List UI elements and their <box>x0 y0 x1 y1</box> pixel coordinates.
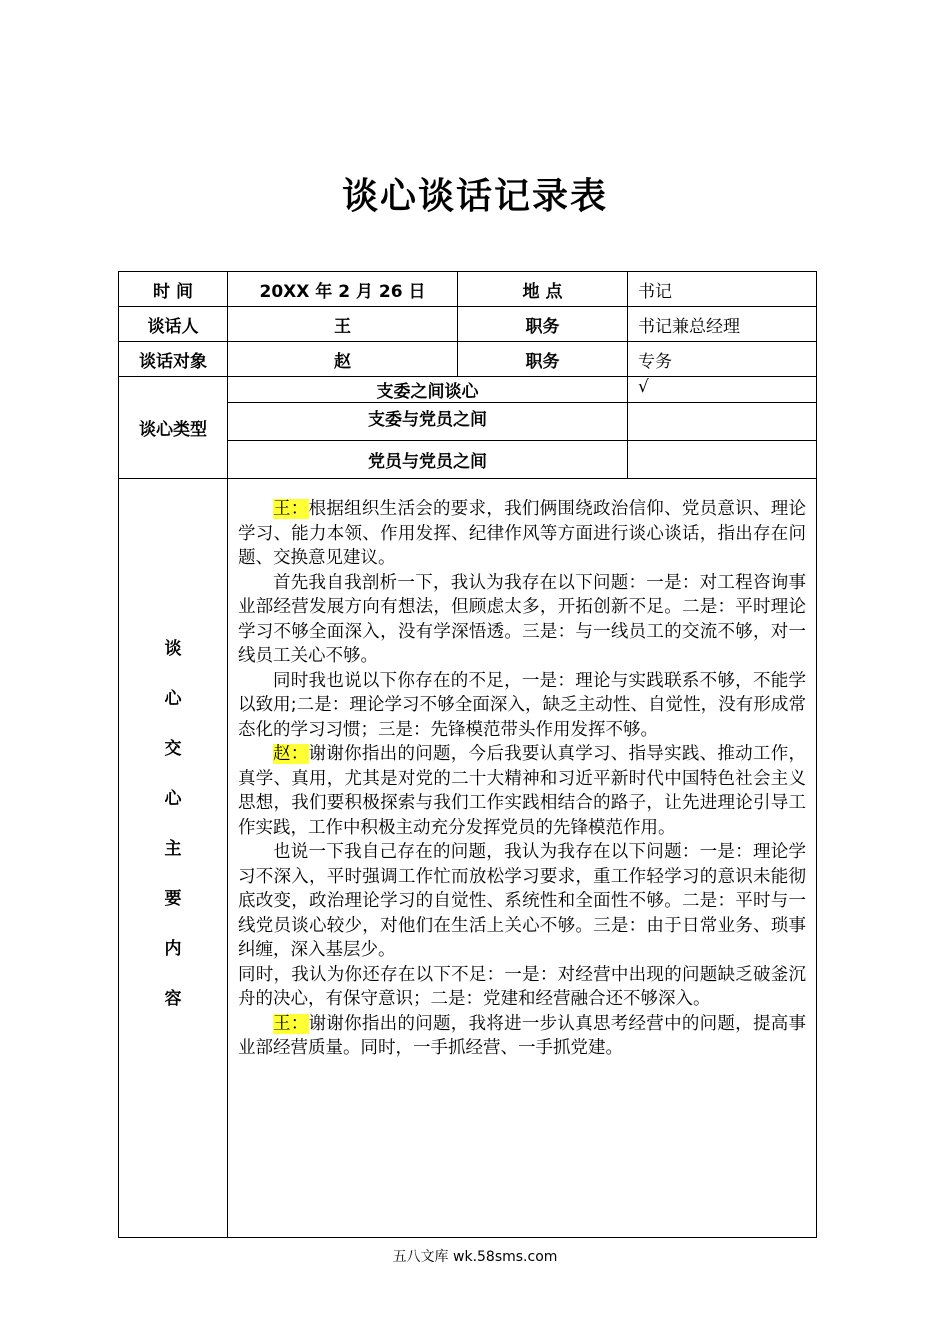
content-paragraph <box>238 840 806 963</box>
row-time <box>119 272 817 307</box>
speaker-duty-label: 职务 <box>458 307 628 342</box>
content-label-char: 容 <box>164 989 182 1009</box>
time-value: 20XX 年 2 月 26 日 <box>228 272 458 307</box>
speaker-label: 谈话人 <box>119 307 228 342</box>
paragraph-text: 同时，我认为你还存在以下不足：一是：对经营中出现的问题缺乏破釜沉舟的决心，有保守意识；二是：党建和经营融合还不够深入。 <box>238 964 806 1009</box>
paragraph-text: 也说一下我自己存在的问题，我认为我存在以下问题：一是：理论学习不深入，平时强调工作忙而放松学习要求，重工作轻学习的意识未能彻底改变，政治理论学习的自觉性、系统性和全面性不够。二是：平时与一线党员谈心较少，对他们在生活上关心不够。三是：由于日常业务、琐事纠缠，深入基层少。 <box>238 842 806 960</box>
content-label-char: 主 <box>164 839 182 859</box>
footer-watermark: 五八文库 wk.58sms.com <box>392 1249 558 1265</box>
row-target <box>119 342 817 377</box>
talk-type-option-3: 党员与党员之间 <box>228 441 628 479</box>
content-label-char: 要 <box>164 889 182 909</box>
paragraph-text: 同时我也说以下你存在的不足，一是：理论与实践联系不够，不能学以致用;二是：理论学习不够全面深入，缺乏主动性、自觉性，没有形成常态化的学习习惯；三是：先锋模范带头作用发挥不够。 <box>238 670 806 740</box>
content-paragraph <box>238 1012 806 1061</box>
target-value: 赵 <box>228 342 458 377</box>
paragraph-text: 首先我自我剖析一下，我认为我存在以下问题：一是：对工程咨询事业部经营发展方向有想法，但顾虑太多，开拓创新不足。二是：平时理论学习不够全面深入，没有学深悟透。三是：与一线员工的交流不够，对一线员工关心不够。 <box>238 572 806 666</box>
speaker-tag: 王： <box>273 1013 309 1034</box>
content-paragraph <box>238 669 806 743</box>
speaker-tag: 赵： <box>273 744 309 764</box>
row-speaker <box>119 307 817 342</box>
record-table <box>118 271 817 1238</box>
content-label-char: 内 <box>164 939 182 959</box>
content-label-char: 谈 <box>164 639 182 659</box>
content-paragraph <box>238 497 806 571</box>
talk-type-mark-2 <box>628 403 817 441</box>
talk-type-option-1: 支委之间谈心 <box>228 377 628 403</box>
paragraph-text: 根据组织生活会的要求，我们俩围绕政治信仰、党员意识、理论学习、能力本领、作用发挥、纪律作风等方面进行谈心谈话，指出存在问题、交换意见建议。 <box>238 499 807 568</box>
place-label: 地 点 <box>458 272 628 307</box>
content-paragraph <box>238 742 806 840</box>
row-type-1 <box>119 377 817 403</box>
speaker-tag: 王： <box>273 499 309 519</box>
content-paragraph <box>238 963 806 1012</box>
row-content <box>119 479 817 1238</box>
talk-type-option-2: 支委与党员之间 <box>228 403 628 441</box>
speaker-value: 王 <box>228 307 458 342</box>
target-duty-value: 专务 <box>628 342 817 377</box>
time-label: 时 间 <box>119 272 228 307</box>
content-label-char: 心 <box>164 789 182 809</box>
content-label-char: 交 <box>164 739 182 759</box>
target-duty-label: 职务 <box>458 342 628 377</box>
target-label: 谈话对象 <box>119 342 228 377</box>
talk-type-mark-3 <box>628 441 817 479</box>
content-label <box>119 479 228 1238</box>
talk-type-label: 谈心类型 <box>119 377 228 479</box>
page-title: 谈心谈话记录表 <box>341 175 608 217</box>
content-paragraph <box>238 571 806 669</box>
paragraph-text: 谢谢你指出的问题，今后我要认真学习、指导实践、推动工作，真学、真用，尤其是对党的二十大精神和习近平新时代中国特色社会主义思想，我们要积极探索与我们工作实践相结合的路子，让先进理论引导工作实践，工作中积极主动充分发挥党员的先锋模范作用。 <box>238 744 807 838</box>
place-value: 书记 <box>628 272 817 307</box>
content-label-char: 心 <box>164 689 182 709</box>
speaker-duty-value: 书记兼总经理 <box>628 307 817 342</box>
paragraph-text: 谢谢你指出的问题，我将进一步认真思考经营中的问题，提高事业部经营质量。同时，一手抓经营、一手抓党建。 <box>238 1013 807 1058</box>
talk-type-mark-1: √ <box>628 377 817 403</box>
content-body <box>228 479 817 1238</box>
